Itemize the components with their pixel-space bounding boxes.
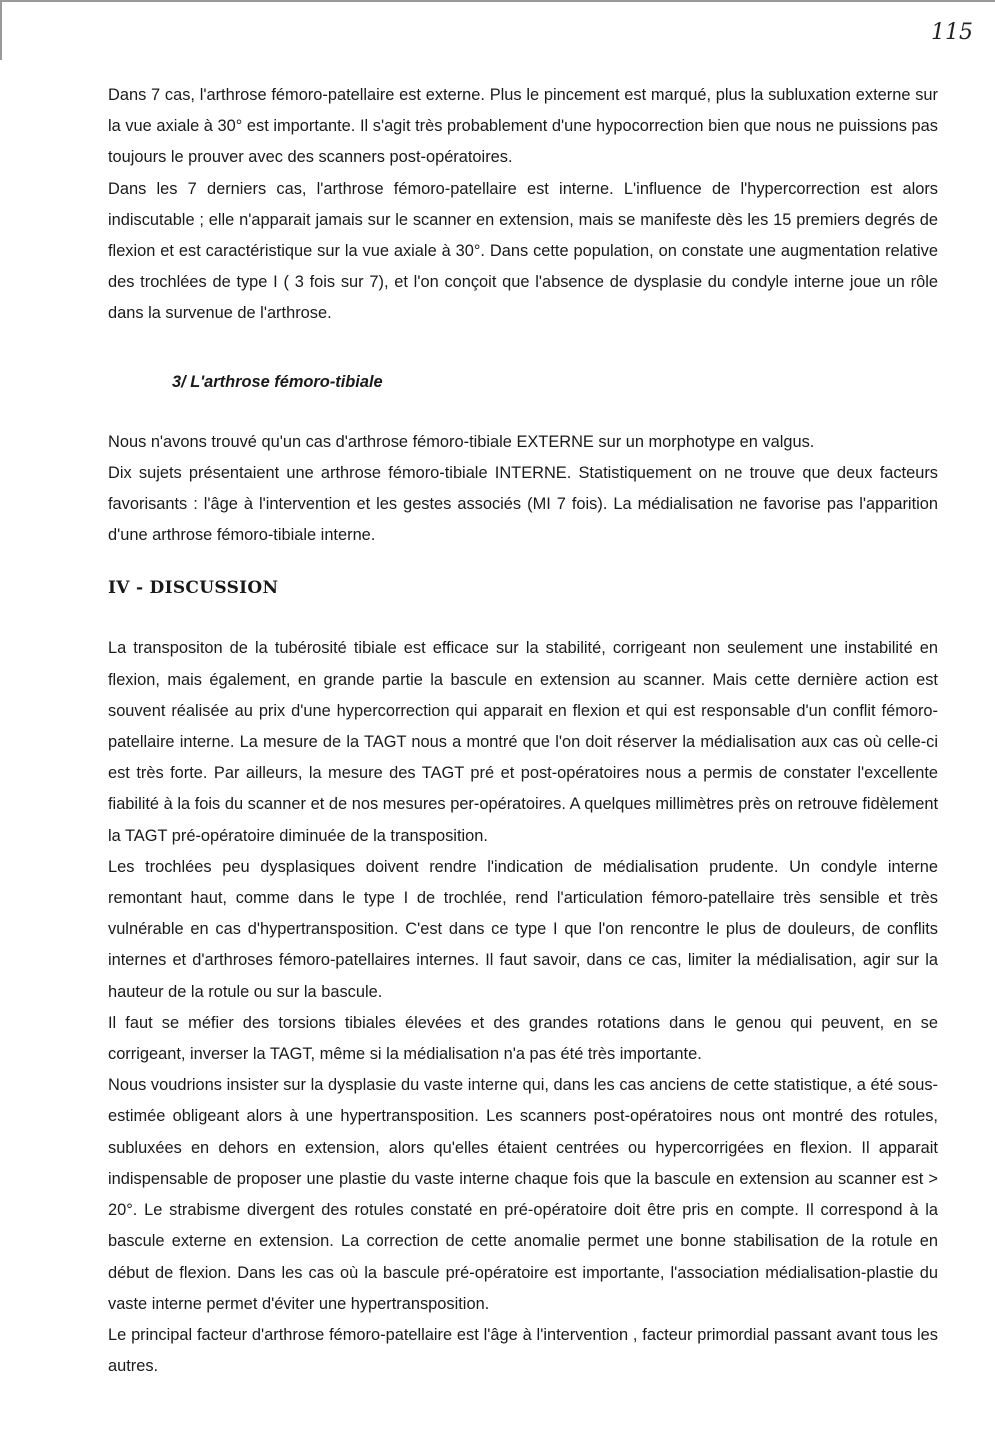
document-body <box>108 80 938 1382</box>
scan-border-left <box>0 0 2 60</box>
paragraph-fp-interne: Dans les 7 derniers cas, l'arthrose fémoro-patellaire est interne. L'influence de l'hypercorrection est alors indiscutable ; elle n'apparait jamais sur le scanner en extension, mais se manifeste dès les 15 premiers degrés de flexion et est caractéristique sur la vue axiale à 30°. Dans cette population, on constate une augmentation relative des trochlées de type I ( 3 fois sur 7), et l'on conçoit que l'absence de dysplasie du condyle interne joue un rôle dans la survenue de l'arthrose. <box>108 179 938 323</box>
section-heading-discussion: IV - DISCUSSION <box>108 578 279 599</box>
paragraph-discussion-3: Il faut se méfier des torsions tibiales élevées et des grandes rotations dans le genou qui peuvent, en se corrigeant, inverser la TAGT, même si la médialisation n'a pas été très importante. <box>108 1013 938 1064</box>
paragraph-ft-externe: Nous n'avons trouvé qu'un cas d'arthrose fémoro-tibiale EXTERNE sur un morphotype en valgus. <box>108 432 815 451</box>
scan-border-top <box>0 0 995 2</box>
paragraph-fp-externe: Dans 7 cas, l'arthrose fémoro-patellaire est externe. Plus le pincement est marqué, plus la subluxation externe sur la vue axiale à 30° est importante. Il s'agit très probablement d'une hypocorrection bien que nous ne puissions pas toujours le prouver avec des scanners post-opératoires. <box>108 86 938 167</box>
subheading-femoro-tibiale: 3/ L'arthrose fémoro-tibiale <box>172 372 383 391</box>
paragraph-ft-interne: Dix sujets présentaient une arthrose fémoro-tibiale INTERNE. Statistiquement on ne trouve que deux facteurs favorisants : l'âge à l'intervention et les gestes associés (MI 7 fois). La médialisation ne favorise pas l'apparition d'une arthrose fémoro-tibiale interne. <box>108 463 938 545</box>
paragraph-discussion-1: La transpositon de la tubérosité tibiale est efficace sur la stabilité, corrigeant non seulement une instabilité en flexion, mais également, en grande partie la bascule en extension au scanner. Mais cette dernière action est souvent réalisée au prix d'une hypercorrection qui apparait en flexion et qui est responsable d'un conflit fémoro- patellaire interne. La mesure de la TAGT nous a montré que l'on doit réserver la médialisation aux cas où celle-ci est très forte. Par ailleurs, la mesure des TAGT pré et post-opératoires nous a permis de constater l'excellente fiabilité à la fois du scanner et de nos mesures per-opératoires. A quelques millimètres près on retrouve fidèlement la TAGT pré-opératoire diminuée de la transposition. <box>108 639 938 845</box>
paragraph-discussion-5: Le principal facteur d'arthrose fémoro-patellaire est l'âge à l'intervention , facteur primordial passant avant tous les autres. <box>108 1325 938 1376</box>
paragraph-discussion-2: Les trochlées peu dysplasiques doivent rendre l'indication de médialisation prudente. Un condyle interne remontant haut, comme dans le type I de trochlée, rend l'articulation fémoro-patellaire très sensible et très vulnérable en cas d'hypertransposition. C'est dans ce type I que l'on rencontre le plus de douleurs, de conflits internes et d'arthroses fémoro-patellaires internes. Il faut savoir, dans ce cas, limiter la médialisation, agir sur la hauteur de la rotule ou sur la bascule. <box>108 857 938 1001</box>
page-number: 115 <box>931 20 973 45</box>
paragraph-discussion-4: Nous voudrions insister sur la dysplasie du vaste interne qui, dans les cas anciens de cette statistique, a été sous-estimée obligeant alors à une hypertransposition. Les scanners post-opératoires nous ont montré des rotules, subluxées en dehors en extension, alors qu'elles étaient centrées ou hypercorrigées en flexion. Il apparait indispensable de proposer une plastie du vaste interne chaque fois que la bascule en extension au scanner est > 20°. Le strabisme divergent des rotules constaté en pré-opératoire doit être pris en compte. Il correspond à la bascule externe en extension. La correction de cette anomalie permet une bonne stabilisation de la rotule en début de flexion. Dans les cas où la bascule pré-opératoire est importante, l'association médialisation-plastie du vaste interne permet d'éviter une hypertransposition. <box>108 1076 938 1313</box>
